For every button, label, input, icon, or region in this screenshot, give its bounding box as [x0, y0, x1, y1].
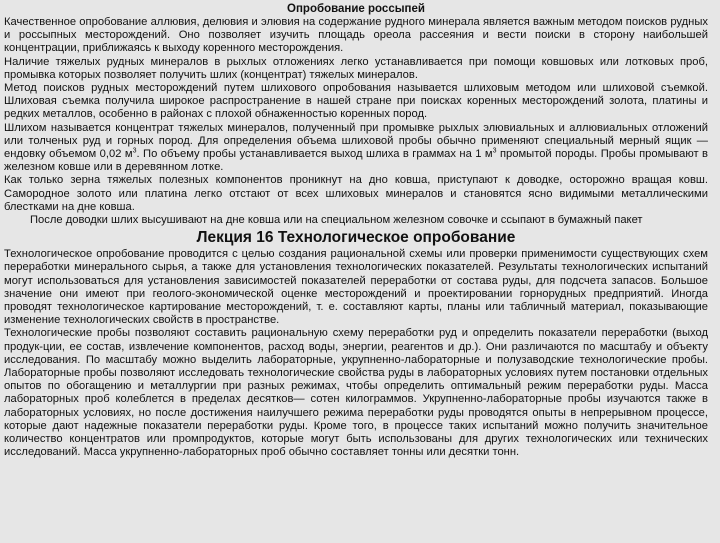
superscript-cube-2: 3: [492, 147, 497, 155]
document-page: [0, 3, 712, 543]
lecture-title: Лекция 16 Технологическое опробование: [196, 229, 516, 247]
paragraph-schlich-method: Метод поисков рудных месторождений путем шлихового опробования называется шлиховым методом или шлиховой съемкой. Шлиховая съемка получила широкое распространение в нашей стране при поисках коренных месторождений золота, платины и редких металлов, особенно в районах с плохой обнаженностью коренных пород.: [4, 82, 708, 121]
superscript-cube-1: 3: [132, 147, 137, 155]
paragraph-finishing: Как только зерна тяжелых полезных компонентов проникнут на дно ковша, приступают к доводке, осторожно вращая ковш. Самородное золото или платина легко отстают от всех шлиховых минералов и становятся ясно видимыми металлическими блестками на дне ковша.: [4, 174, 708, 213]
paragraph-qualitative-sampling: Качественное опробование аллювия, делювия и элювия на содержание рудного минерала является важным методом поисков рудных и россыпных месторождений. Оно позволяет изучить площадь ореола рассеяния и вести поиски в сторону наибольшей концентрации, приближаясь к выходу коренного месторождения.: [4, 16, 708, 55]
section-title-placer-sampling: Опробование россыпей: [287, 3, 425, 15]
schlich-text-part1: Шлихом называется концентрат тяжелых минералов, полученный при промывке рыхлых элювиальных и аллювиальных отложений или толченых руд и горных пород. Для определения объема шлиховой пробы обычно применяют специальный мерный ящик — ендовку объемом 0,02 м: [4, 121, 708, 161]
schlich-text-part3: промытой породы. Пробы промывают в железном ковше или в деревянном лотке.: [4, 148, 708, 174]
paragraph-tech-sampling-purpose: Технологическое опробование проводится с целью создания рациональной схемы или проверки применимости существующих схем переработки минерального сырья, а также для установления технологических показателей. Результаты технологических испытаний могут использоваться для установления зависимостей показателей переработки от состава руды, для подсчета запасов. Большое значение они имеют при геолого-экономической оценке месторождений и проектировании горнорудных предприятий. Иногда проводят технологическое картирование месторождений, т. е. составляют карты, планы или табличный материал, показывающие изменение технологических свойств в пространстве.: [4, 248, 708, 327]
schlich-text-part2: . По объему пробы устанавливается выход шлиха в граммах на 1 м: [136, 148, 493, 161]
paragraph-drying: После доводки шлих высушивают на дне ковша или на специальном железном совочке и ссыпают в бумажный пакет: [30, 214, 643, 227]
paragraph-heavy-minerals: Наличие тяжелых рудных минералов в рыхлых отложениях легко устанавливается при помощи ковшовых или лотковых проб, промывка которых позволяет получить шлих (концентрат) тяжелых минералов.: [4, 55, 708, 81]
paragraph-tech-samples: Технологические пробы позволяют составить рациональную схему переработки руд и определить показатели переработки (выход продук-ции, ее состав, извлечение компонентов, расход воды, энергии, реагентов и др.). Они различаются по масштабу и объекту исследования. По масштабу можно выделить лабораторные, укрупненно-лабораторные и полузаводские технологические пробы. Лабораторные пробы позволяют исследовать технологические свойства руды в лабораторных условиях путем постановки отдельных опытов по обогащению и металлургии при разных режимах, чтобы определить оптимальный режим переработки руды. Масса лабораторных проб колеблется в пределах десятков— сотен килограммов. Укрупненно-лабораторные пробы изучаются также в лабораторных условиях, но после достижения наилучшего режима переработки руды проводятся опыты в непрерывном процессе, которые дают надежные показатели переработки руды. Кроме того, в процессе таких испытаний можно получить значительное количество концентратов или промпродуктов, которые могут быть использованы для других технологических или технических исследований. Масса укрупненно-лабораторных проб обычно составляет тонны или десятки тонн.: [4, 327, 708, 459]
paragraph-schlich-definition: [4, 122, 708, 175]
